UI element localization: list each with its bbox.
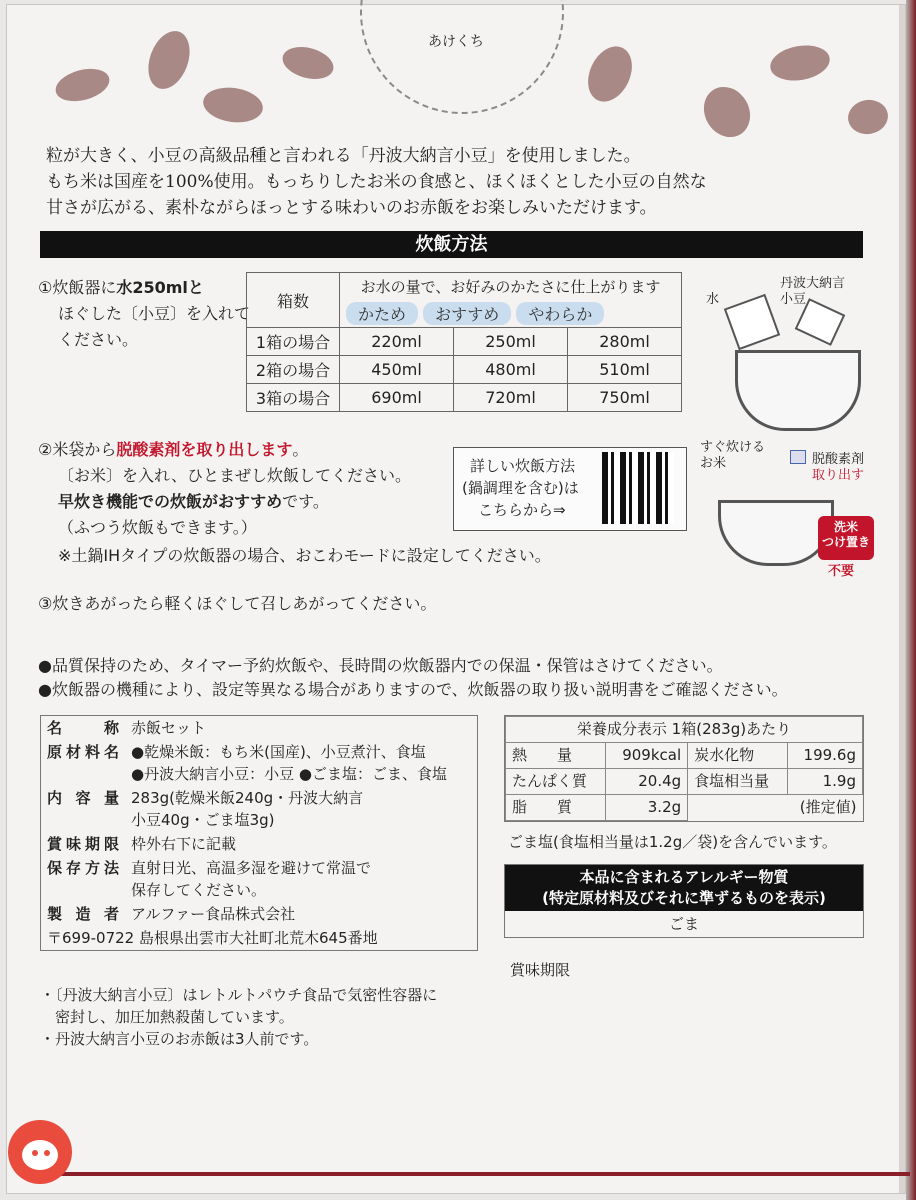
spec-value: 直射日光、高温多湿を避けて常温で	[131, 859, 372, 877]
unneeded-label: 不要	[828, 564, 855, 579]
allergy-box	[504, 864, 864, 938]
cell: 690ml	[340, 384, 454, 412]
spec-value: ●乾燥米飯：もち米(国産)、小豆煮汁、食塩	[131, 743, 426, 761]
step1-line2: ほぐした〔小豆〕を入れて	[58, 304, 251, 323]
row-label: 3箱の場合	[247, 384, 340, 412]
step2-rest: です。	[282, 492, 329, 511]
spec-value: 小豆40g・ごま塩3g)	[131, 811, 275, 829]
package-edge	[906, 0, 916, 1200]
spec-value: 保存してください。	[131, 881, 267, 899]
nutr-key: 炭水化物	[688, 743, 788, 769]
spec-key: 賞味期限	[47, 835, 119, 853]
cell: 720ml	[454, 384, 568, 412]
step2-line4: （ふつう炊飯もできます。）	[58, 518, 257, 537]
step2-prefix: ②米袋から	[38, 440, 117, 459]
footer-line: ・丹波大納言小豆のお赤飯は3人前です。	[40, 1030, 319, 1048]
note-line: ●炊飯器の機種により、設定等異なる場合がありますので、炊飯器の取り扱い説明書をご確認ください。	[38, 680, 788, 699]
table-note: お水の量で、お好みのかたさに仕上がります	[340, 273, 682, 301]
water-label: 水	[706, 292, 720, 307]
cell: 510ml	[568, 356, 682, 384]
spec-key: 保存方法	[47, 859, 119, 877]
estimate-note: (推定値)	[799, 798, 857, 817]
nutrition-table	[504, 715, 864, 822]
intro-line: もち米は国産を100%使用。もっちりしたお米の食感と、ほくほくとした小豆の自然な	[46, 172, 707, 192]
spec-key: 原材料名	[47, 743, 119, 761]
step3: ③炊きあがったら軽くほぐして召しあがってください。	[38, 594, 437, 613]
option-recommended: おすすめ	[423, 302, 511, 325]
allergy-subtitle: (特定原材料及びそれに準ずるものを表示)	[542, 889, 826, 907]
qr-code[interactable]	[602, 452, 674, 524]
azuki-label: 丹波大納言 小豆	[780, 276, 846, 307]
nutr-key: たんぱく質	[506, 769, 606, 795]
spec-value: アルファー食品株式会社	[131, 905, 296, 923]
qr-text: こちらから⇒	[478, 501, 566, 519]
qr-text: (鍋調理を含む)は	[462, 479, 579, 497]
oxygen-absorber-icon	[790, 450, 806, 464]
option-firm: かため	[346, 302, 418, 325]
nutr-value: 3.2g	[606, 795, 688, 821]
nutr-value: 199.6g	[788, 743, 863, 769]
cell: 480ml	[454, 356, 568, 384]
brand-logo-icon	[8, 1120, 72, 1184]
footer-line: 密封し、加圧加熱殺菌しています。	[40, 1008, 294, 1026]
best-before-label: 賞味期限	[510, 961, 571, 979]
cell: 750ml	[568, 384, 682, 412]
oxy-label: 脱酸素剤	[812, 452, 865, 467]
table-row	[247, 328, 682, 356]
cell: 450ml	[340, 356, 454, 384]
product-spec	[40, 715, 478, 951]
spec-value: 枠外右下に記載	[131, 835, 237, 853]
row-label: 1箱の場合	[247, 328, 340, 356]
spec-value: 283g(乾燥米飯240g・丹波大納言	[131, 789, 364, 807]
cell: 280ml	[568, 328, 682, 356]
allergy-value: ごま	[668, 915, 699, 933]
allergy-title: 本品に含まれるアレルギー物質	[579, 868, 789, 886]
step2-line1	[38, 440, 308, 460]
step1-bold: 水250mlと	[116, 278, 204, 297]
step2-red: 脱酸素剤を取り出します	[116, 440, 293, 459]
nutrition-note: ごま塩(食塩相当量は1.2g／袋)を含んでいます。	[508, 833, 837, 851]
nutr-value: 909kcal	[606, 743, 688, 769]
step2-line2: 〔お米〕を入れ、ひとまぜし炊飯してください。	[58, 466, 411, 485]
step1-line1	[38, 278, 204, 298]
nutr-value: 1.9g	[788, 769, 863, 795]
note-line: ●品質保持のため、タイマー予約炊飯や、長時間の炊飯器内での保温・保管はさけてください。	[38, 656, 723, 675]
cell: 220ml	[340, 328, 454, 356]
table-row	[247, 356, 682, 384]
spec-value: 赤飯セット	[131, 719, 207, 737]
spec-value: ●丹波大納言小豆：小豆 ●ごま塩：ごま、食塩	[131, 765, 447, 783]
nutrition-title: 栄養成分表示 1箱(283g)あたり	[506, 717, 863, 743]
nutr-key: 脂 質	[506, 795, 606, 821]
intro-line: 粒が大きく、小豆の高級品種と言われる「丹波大納言小豆」を使用しました。	[46, 146, 641, 166]
row-label: 2箱の場合	[247, 356, 340, 384]
opening-label: あけくち	[428, 34, 484, 50]
water-table	[246, 272, 682, 412]
remove-label: 取り出す	[812, 468, 865, 483]
qr-text: 詳しい炊飯方法	[470, 457, 576, 475]
step1-line3: ください。	[58, 330, 139, 349]
spec-key: 内 容 量	[47, 789, 119, 807]
step2-line3	[58, 492, 329, 512]
table-header-boxes: 箱数	[247, 273, 340, 328]
step2-line5: ※土鍋IHタイプの炊飯器の場合、おこわモードに設定してください。	[58, 546, 551, 565]
rice-cooker-icon	[735, 350, 861, 431]
method-title: 炊飯方法	[40, 231, 863, 258]
nutr-key: 熱 量	[506, 743, 606, 769]
step2-suffix: 。	[292, 440, 309, 459]
table-row	[247, 384, 682, 412]
intro-line: 甘さが広がる、素朴ながらほっとする味わいのお赤飯をお楽しみいただけます。	[46, 198, 657, 218]
spec-key: 製 造 者	[47, 905, 119, 923]
bottom-stripe	[30, 1172, 910, 1176]
spec-address: 〒699-0722 島根県出雲市大社町北荒木645番地	[47, 929, 378, 947]
rice-label: すぐ炊ける お米	[700, 440, 766, 471]
cell: 250ml	[454, 328, 568, 356]
option-soft: やわらか	[516, 302, 604, 325]
spec-key: 名 称	[47, 719, 119, 737]
nutr-key: 食塩相当量	[688, 769, 788, 795]
footer-line: ・〔丹波大納言小豆〕はレトルトパウチ食品で気密性容器に	[40, 986, 438, 1004]
step2-bold: 早炊き機能での炊飯がおすすめ	[58, 492, 283, 511]
wash-badge: 洗米 つけ置き	[818, 516, 874, 560]
nutr-value: 20.4g	[606, 769, 688, 795]
step1-prefix: ①炊飯器に	[38, 278, 117, 297]
